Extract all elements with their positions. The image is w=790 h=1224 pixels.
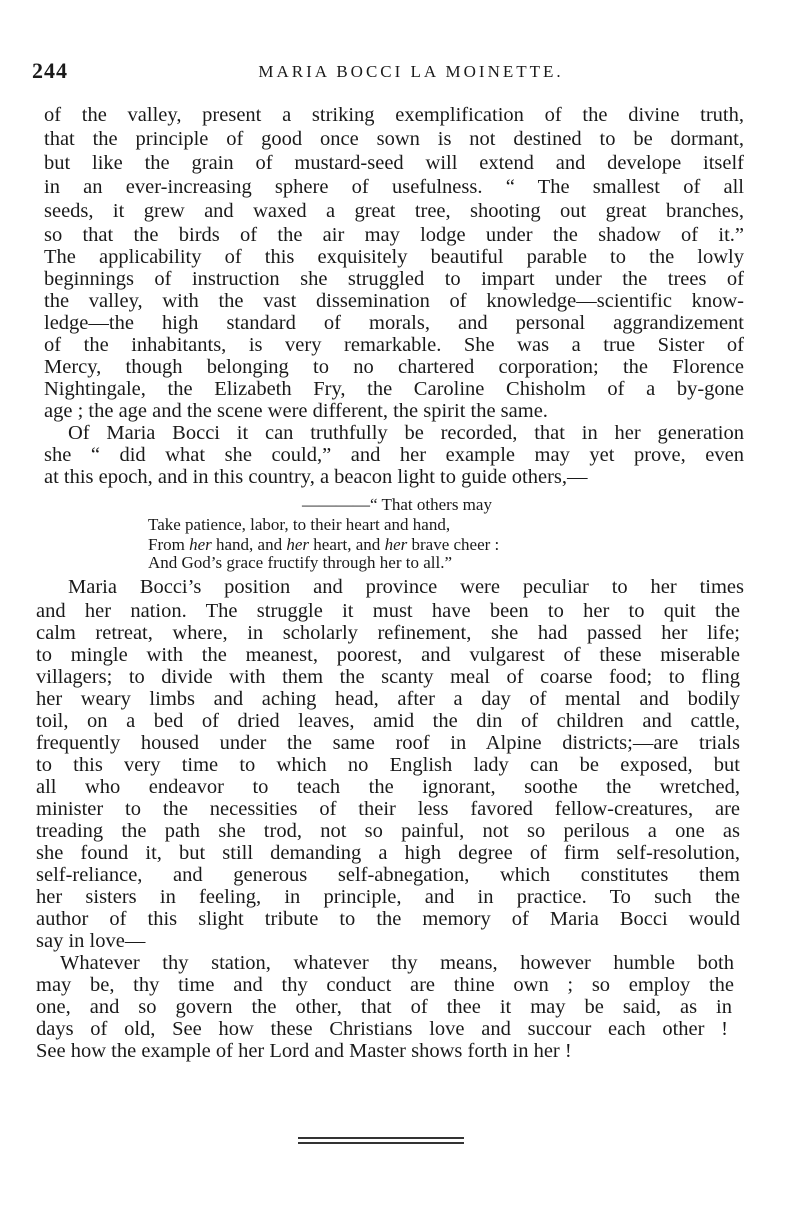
text-line: of the inhabitants, is very remarkable. She was a true Sister of xyxy=(44,334,744,356)
poem-line: And God’s grace fructify through her to all.” xyxy=(148,553,453,572)
text-line: treading the path she trod, not so painful, not so perilous a one as xyxy=(36,820,740,842)
text-line: age ; the age and the scene were different, the spirit the same. xyxy=(44,400,548,422)
poem-line: ————“ That others may xyxy=(302,495,492,514)
text-line: Maria Bocci’s position and province were peculiar to her times xyxy=(68,576,744,598)
text-line: Mercy, though belonging to no chartered corporation; the Florence xyxy=(44,356,744,378)
text-line: ledge—the high standard of morals, and personal aggrandizement xyxy=(44,312,744,334)
text-line: one, and so govern the other, that of thee it may be said, as in xyxy=(36,996,732,1018)
text-line: that the principle of good once sown is not destined to be dormant, xyxy=(44,128,744,150)
text-line: The applicability of this exquisitely beautiful parable to the lowly xyxy=(44,246,744,268)
text-line: seeds, it grew and waxed a great tree, shooting out great branches, xyxy=(44,200,744,222)
text-line: her weary limbs and aching head, after a day of mental and bodily xyxy=(36,688,740,710)
end-rule-bottom xyxy=(298,1142,464,1144)
text-line: calm retreat, where, in scholarly refinement, she had passed her life; xyxy=(36,622,740,644)
text-line: minister to the necessities of their less favored fellow-creatures, are xyxy=(36,798,740,820)
text-line: she found it, but still demanding a high degree of firm self-resolution, xyxy=(36,842,740,864)
text-line: but like the grain of mustard-seed will extend and develope itself xyxy=(44,152,744,174)
text-line: to this very time to which no English lady can be exposed, but xyxy=(36,754,740,776)
text-line: to mingle with the meanest, poorest, and vulgarest of these miserable xyxy=(36,644,740,666)
text-line: say in love— xyxy=(36,930,146,952)
text-line: villagers; to divide with them the scanty meal of coarse food; to fling xyxy=(36,666,740,688)
end-rule-top xyxy=(298,1137,464,1139)
text-line: author of this slight tribute to the memory of Maria Bocci would xyxy=(36,908,740,930)
text-line: beginnings of instruction she struggled to impart under the trees of xyxy=(44,268,744,290)
page-number: 244 xyxy=(32,58,68,83)
text-line: self-reliance, and generous self-abnegation, which constitutes them xyxy=(36,864,740,886)
text-line: and her nation. The struggle it must have been to her to quit the xyxy=(36,600,740,622)
text-line: her sisters in feeling, in principle, and in practice. To such the xyxy=(36,886,740,908)
text-line: frequently housed under the same roof in Alpine districts;—are trials xyxy=(36,732,740,754)
text-line: toil, on a bed of dried leaves, amid the din of children and cattle, xyxy=(36,710,740,732)
page-header xyxy=(32,58,750,86)
text-line: in an ever-increasing sphere of usefulness. “ The smallest of all xyxy=(44,176,744,198)
poem-line: From her hand, and her heart, and her brave cheer : xyxy=(148,535,500,554)
text-line: may be, thy time and thy conduct are thine own ; so employ the xyxy=(36,974,734,996)
poem-line: Take patience, labor, to their heart and hand, xyxy=(148,515,451,534)
text-line: Whatever thy station, whatever thy means, however humble both xyxy=(60,952,734,974)
text-line: Of Maria Bocci it can truthfully be recorded, that in her generation xyxy=(68,422,744,444)
text-line: all who endeavor to teach the ignorant, soothe the wretched, xyxy=(36,776,740,798)
text-line: See how the example of her Lord and Master shows forth in her ! xyxy=(36,1040,572,1062)
text-line: so that the birds of the air may lodge under the shadow of it.” xyxy=(44,224,744,246)
text-line: she “ did what she could,” and her example may yet prove, even xyxy=(44,444,744,466)
text-line: Nightingale, the Elizabeth Fry, the Caroline Chisholm of a by-gone xyxy=(44,378,744,400)
text-line: at this epoch, and in this country, a beacon light to guide others,— xyxy=(44,466,588,488)
text-line: days of old, See how these Christians love and succour each other ! xyxy=(36,1018,728,1040)
text-line: of the valley, present a striking exemplification of the divine truth, xyxy=(44,104,744,126)
running-title: MARIA BOCCI LA MOINETTE. xyxy=(258,62,564,81)
text-line: the valley, with the vast dissemination of knowledge—scientific know- xyxy=(44,290,744,312)
